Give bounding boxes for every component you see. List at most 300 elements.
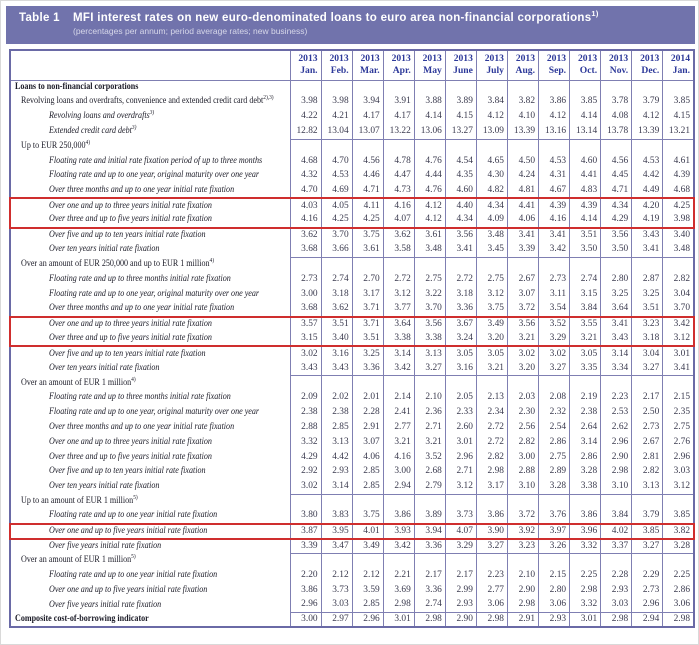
value-cell: 2.98 — [507, 598, 538, 613]
value-cell: 2.97 — [321, 613, 352, 628]
value-cell: 3.56 — [414, 317, 445, 332]
value-cell: 4.19 — [632, 213, 663, 228]
value-cell: 4.01 — [352, 524, 383, 539]
empty-cell — [632, 80, 663, 95]
empty-cell — [539, 139, 570, 154]
empty-cell — [539, 554, 570, 569]
value-cell: 2.90 — [445, 613, 476, 628]
empty-cell — [383, 80, 414, 95]
empty-cell — [476, 494, 507, 509]
value-cell: 2.50 — [632, 406, 663, 421]
value-cell: 2.75 — [414, 272, 445, 287]
value-cell: 3.37 — [601, 539, 632, 554]
value-cell: 3.88 — [414, 95, 445, 110]
value-cell: 3.18 — [445, 287, 476, 302]
empty-cell — [601, 554, 632, 569]
value-cell: 3.38 — [570, 480, 601, 495]
value-cell: 4.15 — [445, 110, 476, 125]
value-cell: 2.93 — [445, 598, 476, 613]
value-cell: 4.71 — [601, 184, 632, 199]
value-cell: 2.38 — [290, 406, 321, 421]
column-header-2013-June: 2013 June — [445, 50, 476, 80]
value-cell: 3.43 — [601, 332, 632, 347]
value-cell: 2.85 — [352, 480, 383, 495]
empty-cell — [476, 376, 507, 391]
table-row — [10, 198, 694, 213]
empty-cell — [290, 494, 321, 509]
value-cell: 3.14 — [321, 480, 352, 495]
row-label: Over three and up to five years initial rate fixation — [10, 213, 290, 228]
value-cell: 4.83 — [570, 184, 601, 199]
value-cell: 4.34 — [601, 198, 632, 213]
value-cell: 4.14 — [414, 110, 445, 125]
table-title-bar — [6, 6, 695, 44]
empty-cell — [632, 376, 663, 391]
value-cell: 3.36 — [414, 539, 445, 554]
value-cell: 4.53 — [632, 154, 663, 169]
value-cell: 3.36 — [352, 361, 383, 376]
empty-cell — [570, 494, 601, 509]
value-cell: 2.09 — [290, 391, 321, 406]
empty-cell — [290, 258, 321, 273]
value-cell: 2.14 — [383, 391, 414, 406]
value-cell: 3.87 — [290, 524, 321, 539]
empty-cell — [601, 258, 632, 273]
value-cell: 3.77 — [383, 302, 414, 317]
value-cell: 2.35 — [663, 406, 694, 421]
value-cell: 3.75 — [476, 302, 507, 317]
value-cell: 3.21 — [507, 332, 538, 347]
value-cell: 3.36 — [414, 583, 445, 598]
value-cell: 3.62 — [290, 228, 321, 243]
footnote-marker: 2),3) — [263, 94, 274, 102]
table-row — [10, 110, 694, 125]
value-cell: 4.60 — [570, 154, 601, 169]
value-cell: 2.86 — [663, 583, 694, 598]
value-cell: 3.06 — [539, 598, 570, 613]
row-label: Up to EUR 250,000$^{4)}$ — [21, 139, 91, 151]
value-cell: 4.29 — [290, 450, 321, 465]
value-cell: 2.94 — [383, 480, 414, 495]
value-cell: 3.13 — [632, 480, 663, 495]
value-cell: 2.88 — [507, 465, 538, 480]
value-cell: 3.90 — [476, 524, 507, 539]
value-cell: 2.70 — [352, 272, 383, 287]
column-header-2013-Sep: 2013 Sep. — [539, 50, 570, 80]
value-cell: 3.67 — [445, 317, 476, 332]
value-cell: 12.82 — [290, 124, 321, 139]
value-cell: 2.02 — [321, 391, 352, 406]
value-cell: 2.15 — [539, 568, 570, 583]
value-cell: 3.41 — [601, 317, 632, 332]
value-cell: 2.60 — [445, 420, 476, 435]
value-cell: 3.71 — [352, 317, 383, 332]
value-cell: 3.14 — [383, 346, 414, 361]
value-cell: 3.42 — [663, 317, 694, 332]
empty-cell — [321, 139, 352, 154]
empty-cell — [476, 80, 507, 95]
value-cell: 3.18 — [632, 332, 663, 347]
value-cell: 3.43 — [321, 361, 352, 376]
empty-cell — [352, 80, 383, 95]
empty-cell — [570, 80, 601, 95]
value-cell: 3.86 — [476, 509, 507, 524]
value-cell: 3.49 — [352, 539, 383, 554]
value-cell: 3.41 — [632, 243, 663, 258]
row-label: Loans to non-financial corporations — [15, 81, 139, 92]
value-cell: 3.48 — [476, 228, 507, 243]
empty-cell — [383, 258, 414, 273]
value-cell: 3.84 — [601, 509, 632, 524]
value-cell: 3.42 — [539, 243, 570, 258]
empty-cell — [414, 554, 445, 569]
empty-cell — [601, 494, 632, 509]
value-cell: 3.28 — [570, 465, 601, 480]
row-label: Over five years initial rate fixation — [49, 540, 162, 551]
value-cell: 4.07 — [445, 524, 476, 539]
value-cell: 2.96 — [445, 450, 476, 465]
value-cell: 3.01 — [663, 346, 694, 361]
value-cell: 4.53 — [321, 169, 352, 184]
row-label: Floating rate and up to three months initial rate fixation — [49, 274, 231, 285]
value-cell: 4.09 — [476, 213, 507, 228]
table-row — [10, 272, 694, 287]
value-cell: 2.75 — [476, 272, 507, 287]
value-cell: 3.70 — [321, 228, 352, 243]
value-cell: 3.97 — [539, 524, 570, 539]
value-cell: 3.12 — [383, 287, 414, 302]
value-cell: 2.05 — [445, 391, 476, 406]
value-cell: 3.17 — [476, 480, 507, 495]
value-cell: 3.56 — [507, 317, 538, 332]
column-header-2013-May: 2013 May — [414, 50, 445, 80]
value-cell: 2.82 — [476, 450, 507, 465]
row-label: Revolving loans and overdrafts, convenience and extended credit card debt$^{2),3)}$ — [21, 94, 274, 107]
value-cell: 3.73 — [445, 509, 476, 524]
value-cell: 3.79 — [632, 95, 663, 110]
value-cell: 3.41 — [539, 228, 570, 243]
value-cell: 3.71 — [352, 302, 383, 317]
table-row — [10, 450, 694, 465]
value-cell: 3.29 — [445, 539, 476, 554]
value-cell: 3.70 — [414, 302, 445, 317]
value-cell: 4.60 — [445, 184, 476, 199]
value-cell: 4.17 — [352, 110, 383, 125]
value-cell: 2.81 — [632, 450, 663, 465]
value-cell: 13.22 — [383, 124, 414, 139]
value-cell: 4.65 — [476, 154, 507, 169]
value-cell: 2.21 — [383, 568, 414, 583]
value-cell: 4.78 — [383, 154, 414, 169]
table-row — [10, 435, 694, 450]
value-cell: 2.29 — [632, 568, 663, 583]
table-row — [10, 213, 694, 228]
value-cell: 3.85 — [663, 509, 694, 524]
value-cell: 3.43 — [632, 228, 663, 243]
empty-cell — [601, 139, 632, 154]
value-cell: 2.98 — [414, 613, 445, 628]
value-cell: 4.06 — [507, 213, 538, 228]
value-cell: 2.32 — [539, 406, 570, 421]
value-cell: 4.22 — [290, 110, 321, 125]
value-cell: 4.12 — [414, 198, 445, 213]
value-cell: 3.15 — [570, 287, 601, 302]
value-cell: 4.06 — [352, 450, 383, 465]
value-cell: 4.12 — [632, 110, 663, 125]
value-cell: 2.85 — [352, 598, 383, 613]
value-cell: 4.71 — [352, 184, 383, 199]
value-cell: 2.98 — [476, 465, 507, 480]
value-cell: 4.34 — [476, 198, 507, 213]
value-cell: 3.86 — [570, 509, 601, 524]
value-cell: 2.74 — [570, 272, 601, 287]
value-cell: 3.21 — [414, 435, 445, 450]
empty-cell — [383, 554, 414, 569]
value-cell: 2.28 — [352, 406, 383, 421]
value-cell: 4.45 — [601, 169, 632, 184]
value-cell: 4.05 — [321, 198, 352, 213]
value-cell: 3.85 — [570, 95, 601, 110]
value-cell: 2.98 — [476, 613, 507, 628]
value-cell: 3.42 — [383, 361, 414, 376]
value-cell: 3.21 — [476, 361, 507, 376]
value-cell: 3.69 — [383, 583, 414, 598]
row-label: Over three and up to five years initial rate fixation — [49, 451, 212, 462]
empty-cell — [570, 139, 601, 154]
value-cell: 2.38 — [570, 406, 601, 421]
value-cell: 13.09 — [476, 124, 507, 139]
value-cell: 4.76 — [414, 184, 445, 199]
value-cell: 2.71 — [414, 420, 445, 435]
value-cell: 4.17 — [383, 110, 414, 125]
value-cell: 2.98 — [383, 598, 414, 613]
value-cell: 13.06 — [414, 124, 445, 139]
value-cell: 2.98 — [570, 583, 601, 598]
empty-cell — [290, 376, 321, 391]
value-cell: 3.76 — [539, 509, 570, 524]
empty-cell — [539, 80, 570, 95]
value-cell: 3.86 — [290, 583, 321, 598]
value-cell: 2.96 — [601, 435, 632, 450]
empty-cell — [507, 376, 538, 391]
value-cell: 3.05 — [570, 346, 601, 361]
value-cell: 2.12 — [321, 568, 352, 583]
value-cell: 3.79 — [632, 509, 663, 524]
value-cell: 4.50 — [507, 154, 538, 169]
empty-cell — [445, 494, 476, 509]
empty-cell — [414, 376, 445, 391]
value-cell: 4.70 — [290, 184, 321, 199]
value-cell: 3.28 — [539, 480, 570, 495]
value-cell: 3.26 — [539, 539, 570, 554]
value-cell: 2.86 — [570, 450, 601, 465]
empty-cell — [663, 80, 694, 95]
value-cell: 3.21 — [570, 332, 601, 347]
value-cell: 3.89 — [414, 509, 445, 524]
value-cell: 3.66 — [321, 243, 352, 258]
value-cell: 4.39 — [663, 169, 694, 184]
value-cell: 3.10 — [507, 480, 538, 495]
value-cell: 2.89 — [539, 465, 570, 480]
value-cell: 3.25 — [632, 287, 663, 302]
value-cell: 3.80 — [290, 509, 321, 524]
value-cell: 3.12 — [663, 332, 694, 347]
value-cell: 3.14 — [601, 346, 632, 361]
value-cell: 2.93 — [601, 583, 632, 598]
footnote-marker: 4) — [209, 257, 215, 265]
value-cell: 3.39 — [290, 539, 321, 554]
value-cell: 3.64 — [601, 302, 632, 317]
value-cell: 3.54 — [539, 302, 570, 317]
row-label: Over an amount of EUR 1 million$^{5)}$ — [21, 553, 136, 566]
value-cell: 3.96 — [570, 524, 601, 539]
value-cell: 3.01 — [570, 613, 601, 628]
empty-cell — [601, 376, 632, 391]
value-cell: 3.03 — [601, 598, 632, 613]
value-cell: 3.23 — [632, 317, 663, 332]
table-row — [10, 95, 694, 110]
table-row — [10, 346, 694, 361]
value-cell: 3.27 — [632, 539, 663, 554]
value-cell: 2.72 — [476, 420, 507, 435]
row-label-header — [10, 50, 290, 80]
value-cell: 2.85 — [352, 465, 383, 480]
value-cell: 2.76 — [663, 435, 694, 450]
empty-cell — [663, 554, 694, 569]
value-cell: 2.64 — [570, 420, 601, 435]
column-header-2013-July: 2013 July — [476, 50, 507, 80]
value-cell: 2.53 — [601, 406, 632, 421]
value-cell: 3.28 — [663, 539, 694, 554]
value-cell: 13.39 — [507, 124, 538, 139]
value-cell: 3.52 — [539, 317, 570, 332]
value-cell: 3.84 — [476, 95, 507, 110]
table-row — [10, 287, 694, 302]
section-header-row — [10, 80, 694, 95]
empty-cell — [290, 80, 321, 95]
value-cell: 2.25 — [663, 568, 694, 583]
column-header-2013-Apr: 2013 Apr. — [383, 50, 414, 80]
value-cell: 2.73 — [632, 583, 663, 598]
value-cell: 3.35 — [570, 361, 601, 376]
value-cell: 4.40 — [445, 198, 476, 213]
value-cell: 3.02 — [507, 346, 538, 361]
value-cell: 3.98 — [290, 95, 321, 110]
value-cell: 3.75 — [352, 509, 383, 524]
value-cell: 2.75 — [663, 420, 694, 435]
value-cell: 13.16 — [539, 124, 570, 139]
value-cell: 4.30 — [476, 169, 507, 184]
value-cell: 4.56 — [601, 154, 632, 169]
value-cell: 3.00 — [290, 613, 321, 628]
table-row — [10, 509, 694, 524]
value-cell: 3.42 — [383, 539, 414, 554]
value-cell: 4.16 — [290, 213, 321, 228]
value-cell: 3.40 — [663, 228, 694, 243]
table-row — [10, 243, 694, 258]
value-cell: 3.10 — [601, 480, 632, 495]
empty-cell — [570, 258, 601, 273]
empty-cell — [352, 258, 383, 273]
value-cell: 13.07 — [352, 124, 383, 139]
empty-cell — [352, 494, 383, 509]
value-cell: 4.49 — [632, 184, 663, 199]
empty-cell — [663, 376, 694, 391]
value-cell: 3.82 — [507, 95, 538, 110]
value-cell: 4.76 — [414, 154, 445, 169]
value-cell: 2.23 — [601, 391, 632, 406]
value-cell: 2.87 — [632, 272, 663, 287]
empty-cell — [539, 376, 570, 391]
row-label: Over five and up to ten years initial rate fixation — [49, 230, 206, 241]
value-cell: 2.91 — [352, 420, 383, 435]
value-cell: 4.10 — [507, 110, 538, 125]
value-cell: 3.93 — [383, 524, 414, 539]
value-cell: 2.91 — [507, 613, 538, 628]
value-cell: 3.50 — [601, 243, 632, 258]
value-cell: 2.75 — [539, 450, 570, 465]
footnote-marker: 3) — [149, 109, 155, 117]
value-cell: 4.44 — [414, 169, 445, 184]
value-cell: 3.94 — [414, 524, 445, 539]
value-cell: 3.68 — [290, 302, 321, 317]
empty-cell — [321, 554, 352, 569]
footnote-marker: 4) — [85, 139, 91, 146]
value-cell: 2.92 — [290, 465, 321, 480]
value-cell: 3.47 — [321, 539, 352, 554]
value-cell: 2.72 — [445, 272, 476, 287]
value-cell: 13.04 — [321, 124, 352, 139]
value-cell: 3.85 — [632, 524, 663, 539]
table-row — [10, 539, 694, 554]
value-cell: 4.42 — [632, 169, 663, 184]
empty-cell — [290, 139, 321, 154]
value-cell: 3.32 — [290, 435, 321, 450]
row-label: Over three months and up to one year initial rate fixation — [49, 303, 235, 314]
value-cell: 3.61 — [414, 228, 445, 243]
row-label: Over three and up to five years initial rate fixation — [10, 332, 290, 347]
value-cell: 3.25 — [352, 346, 383, 361]
value-cell: 3.00 — [383, 465, 414, 480]
column-header-2013-Oct: 2013 Oct. — [570, 50, 601, 80]
table-row — [10, 391, 694, 406]
column-header-2013-Feb: 2013 Feb. — [321, 50, 352, 80]
column-header-2013-Aug: 2013 Aug. — [507, 50, 538, 80]
value-cell: 2.56 — [507, 420, 538, 435]
value-cell: 3.12 — [445, 480, 476, 495]
empty-cell — [632, 258, 663, 273]
table-row — [10, 302, 694, 317]
value-cell: 2.41 — [383, 406, 414, 421]
value-cell: 2.17 — [445, 568, 476, 583]
row-label: Up to an amount of EUR 1 million$^{5)}$ — [21, 494, 138, 506]
value-cell: 4.41 — [507, 198, 538, 213]
value-cell: 4.56 — [352, 154, 383, 169]
empty-cell — [507, 80, 538, 95]
value-cell: 2.72 — [383, 272, 414, 287]
value-cell: 3.27 — [414, 361, 445, 376]
value-cell: 2.74 — [414, 598, 445, 613]
value-cell: 2.01 — [352, 391, 383, 406]
value-cell: 2.73 — [539, 272, 570, 287]
value-cell: 4.68 — [663, 184, 694, 199]
value-cell: 2.79 — [414, 480, 445, 495]
value-cell: 13.14 — [570, 124, 601, 139]
value-cell: 4.11 — [352, 198, 383, 213]
value-cell: 4.25 — [663, 198, 694, 213]
value-cell: 2.10 — [507, 568, 538, 583]
section-header-row — [10, 139, 694, 154]
